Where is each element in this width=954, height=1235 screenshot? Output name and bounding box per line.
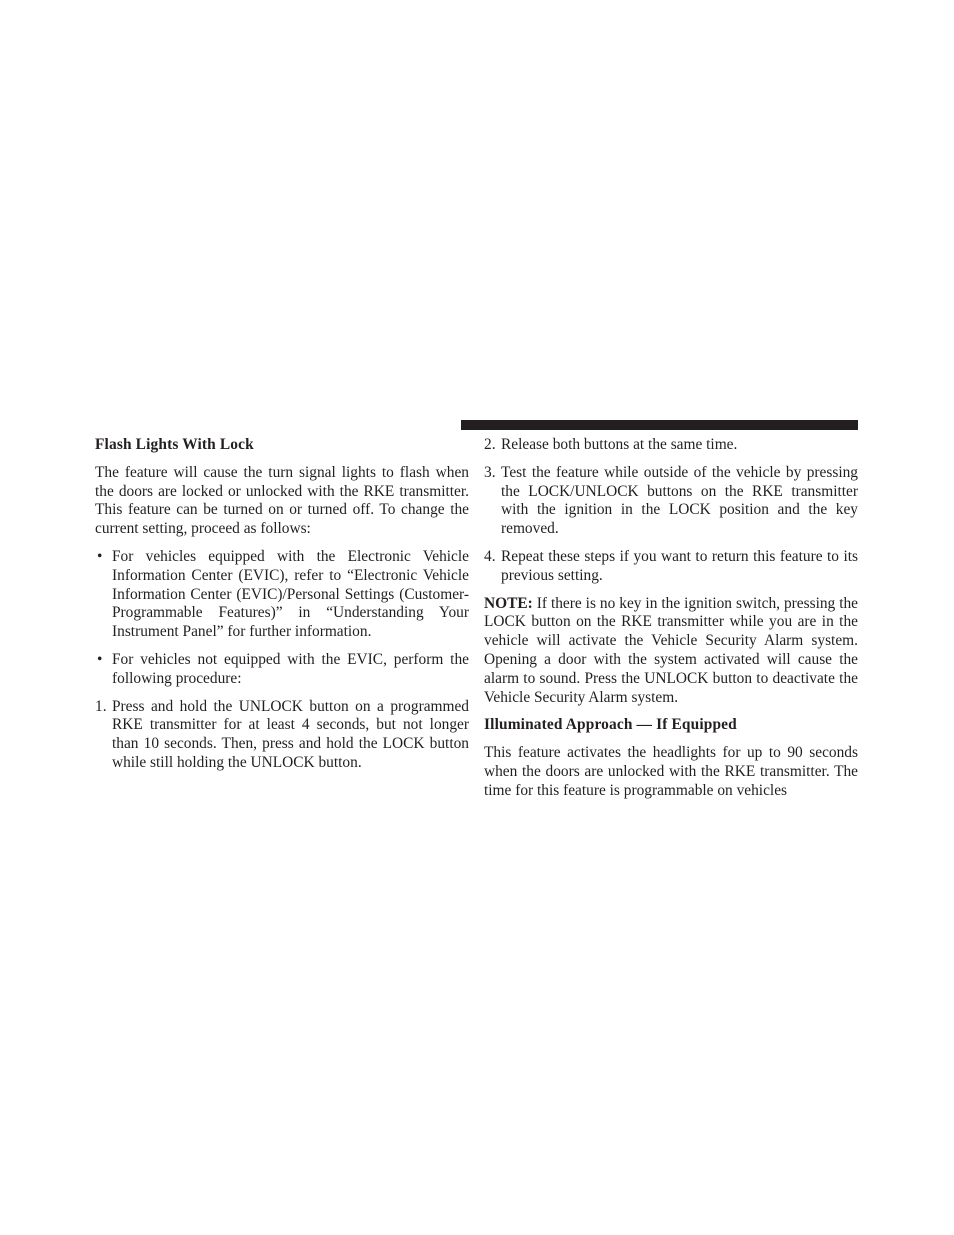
step-number: 4. xyxy=(484,547,496,565)
note-paragraph xyxy=(484,595,858,708)
note-text: If there is no key in the ignition switch, pressing the LOCK button on the RKE transmitter while you are in the vehicle will activate the Vehicle Security Alarm system. Opening a door with the system activated will cause the alarm to sound. Press the UNLOCK button to deactivate the Vehicle Security Alarm system. xyxy=(484,594,858,706)
illuminated-approach-paragraph: This feature activates the headlights for up to 90 seconds when the doors are unlocked with the RKE transmitter. The time for this feature is programmable on vehicles xyxy=(484,744,858,799)
intro-paragraph: The feature will cause the turn signal lights to flash when the doors are locked or unlocked with the RKE transmitter. This feature can be turned on or turned off. To change the current setting, proceed as follows: xyxy=(95,463,469,538)
right-column xyxy=(484,436,858,810)
bullet-item-evic xyxy=(95,548,469,642)
step-item-1 xyxy=(95,698,469,773)
bullet-item-no-evic xyxy=(95,651,469,689)
step-item-4 xyxy=(484,548,858,586)
section-rule-bar xyxy=(461,420,858,430)
bullet-text: For vehicles equipped with the Electronic Vehicle Information Center (EVIC), refer to “Electronic Vehicle Information Center (EVIC)/Personal Settings (Customer-Programmable Features)” in “Understanding Your Instrument Panel” for further information. xyxy=(112,547,469,641)
step-number: 1. xyxy=(95,697,107,715)
step-item-2 xyxy=(484,436,858,455)
step-text: Repeat these steps if you want to return this feature to its previous setting. xyxy=(501,547,858,584)
step-number: 3. xyxy=(484,463,496,481)
step-text: Test the feature while outside of the vehicle by pressing the LOCK/UNLOCK buttons on the RKE transmitter with the ignition in the LOCK position and the key removed. xyxy=(501,463,858,538)
step-item-3 xyxy=(484,464,858,539)
step-text: Press and hold the UNLOCK button on a programmed RKE transmitter for at least 4 seconds, but not longer than 10 seconds. Then, press and hold the LOCK button while still holding the UNLOCK button. xyxy=(112,697,469,771)
section-heading-flash-lights: Flash Lights With Lock xyxy=(95,436,254,453)
note-label: NOTE: xyxy=(484,594,533,612)
bullet-icon: • xyxy=(97,547,103,565)
bullet-text: For vehicles not equipped with the EVIC, perform the following procedure: xyxy=(112,650,469,687)
left-column xyxy=(95,436,469,782)
step-number: 2. xyxy=(484,436,496,453)
step-text: Release both buttons at the same time. xyxy=(501,436,738,453)
section-heading-illuminated-approach: Illuminated Approach — If Equipped xyxy=(484,716,737,734)
bullet-icon: • xyxy=(97,650,103,668)
